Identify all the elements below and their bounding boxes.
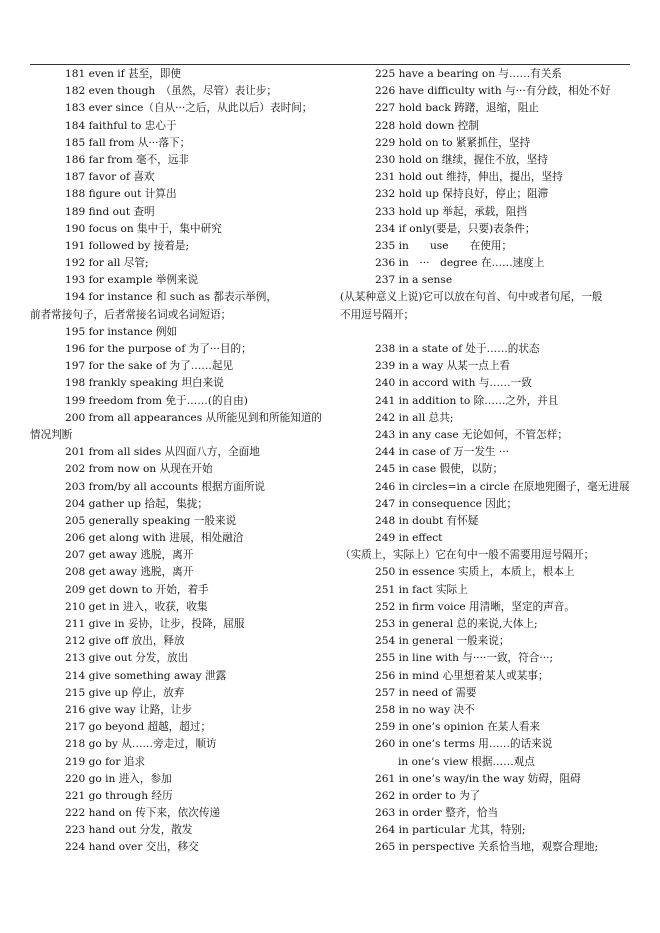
entry-line: 205 generally speaking 一般来说 (65, 514, 237, 527)
entry-line: 251 in fact 实际上 (375, 583, 468, 596)
entry-line: 233 hold up 举起，承载，阻挡 (375, 205, 528, 218)
entry-line: 231 hold out 维持，伸出，提出，坚持 (375, 171, 563, 184)
entry-line: 229 hold on to 紧紧抓住，坚持 (375, 136, 531, 149)
entry-line: 不用逗号隔开； (340, 308, 415, 321)
entry-line: 239 in a way 从某一点上看 (375, 360, 511, 373)
entry-line: 189 find out 查明 (65, 205, 155, 218)
entry-line: 204 gather up 拾起，集拢； (65, 497, 208, 510)
entry-line: 253 in general 总的来说,大体上; (375, 618, 538, 630)
entry-line: 前者常接句子，后者常接名词或名词短语； (30, 308, 232, 321)
entry-line: 190 focus on 集中于，集中研究 (65, 222, 222, 235)
entry-line: 182 even though （虽然，尽管）表让步； (65, 85, 278, 98)
entry-line: 255 in line with 与····一致，符合···; (375, 652, 554, 665)
entry-line: 201 from all sides 从四面八方，全面地 (65, 446, 260, 459)
left-column (30, 66, 330, 857)
entry-line: 260 in one’s terms 用……的话来说 (375, 738, 553, 751)
entry-line: 199 freedom from 免于……(的自由) (65, 394, 248, 407)
entry-line: 261 in one’s way/in the way 妨碍，阻碍 (375, 772, 581, 785)
entry-line: 263 in order 整齐，恰当 (375, 807, 499, 820)
entry-line: 257 in need of 需要 (375, 686, 477, 699)
entry-line: 227 hold back 踌躇，退缩，阻止 (375, 102, 539, 115)
entry-line: 214 give something away 泄露 (65, 669, 227, 682)
entry-line: 254 in general 一般来说； (375, 635, 510, 648)
entry-line: 213 give out 分发，放出 (65, 652, 189, 665)
entry-line: 195 for instance 例如 (65, 325, 178, 338)
entry-line: 245 in case 假使，以防； (375, 463, 504, 476)
entry-line: 235 in use 在使用； (375, 239, 513, 252)
entry-line: 234 if only(要是，只要)表条件； (375, 222, 536, 235)
entry-line: 259 in one’s opinion 在某人看来 (375, 721, 541, 734)
entry-line: 249 in effect (375, 532, 443, 545)
entry-line: 225 have a bearing on 与……有关系 (375, 68, 562, 80)
entry-line: 230 hold on 继续，握住不放，坚持 (375, 153, 548, 166)
entry-line: 244 in case of 万一发生 ··· (375, 446, 509, 459)
entry-line: 221 go through 经历 (65, 789, 173, 802)
entry-line: 215 give up 停止，放弃 (65, 686, 185, 699)
entry-line: 226 have difficulty with 与···有分歧，相处不好 (375, 85, 611, 98)
entry-line: 198 frankly speaking 坦白来说 (65, 377, 224, 390)
entry-line: 219 go for 追求 (65, 755, 146, 768)
entry-line: 264 in particular 尤其，特别; (375, 824, 526, 837)
entry-line: 241 in addition to 除……之外，并且 (375, 394, 559, 407)
entry-line: 216 give way 让路，让步 (65, 703, 193, 716)
entry-line: 184 faithful to 忠心于 (65, 119, 177, 132)
entry-line: 247 in consequence 因此； (375, 497, 518, 510)
entry-line: 252 in firm voice 用清晰，坚定的声音。 (375, 600, 575, 613)
entry-line: 258 in no way 决不 (375, 703, 475, 716)
entry-line: 203 from/by all accounts 根据方面所说 (65, 480, 265, 493)
entry-line: 222 hand on 传下来，依次传递 (65, 807, 221, 820)
entry-line: 193 for example 举例来说 (65, 274, 199, 287)
entry-line: 250 in essence 实质上，本质上，根本上 (375, 566, 575, 579)
entry-line: (从某种意义上说)它可以放在句首、句中或者句尾，一般 (340, 291, 603, 304)
entry-line: 194 for instance 和 such as 都表示举例， (65, 291, 277, 304)
entry-line: 185 fall from 从···落下； (65, 136, 191, 149)
entry-line: 209 get down to 开始，着手 (65, 583, 209, 596)
entry-line: 237 in a sense (375, 274, 453, 287)
entry-line: in one’s view 根据……观点 (398, 755, 535, 768)
entry-line: 236 in ··· degree 在……速度上 (375, 257, 545, 270)
entry-line: 228 hold down 控制 (375, 119, 479, 132)
entry-line: 212 give off 放出，释放 (65, 635, 185, 648)
entry-line: 196 for the purpose of 为了···目的； (65, 343, 252, 355)
entry-line: 210 get in 进入，收获，收集 (65, 600, 208, 613)
entry-line: 197 for the sake of 为了……起见 (65, 360, 234, 373)
entry-line: 220 go in 进入，参加 (65, 772, 172, 785)
entry-line: 265 in perspective 关系恰当地，观察合理地; (375, 841, 599, 854)
entry-line: 217 go beyond 超越，超过； (65, 721, 212, 734)
entry-line: 256 in mind 心里想着某人或某事； (375, 669, 549, 682)
entry-line: 186 far from 毫不，远非 (65, 153, 190, 166)
entry-line: 223 hand out 分发，散发 (65, 824, 193, 837)
entry-line: 262 in order to 为了 (375, 789, 481, 802)
entry-line (340, 324, 632, 341)
entry-line: 192 for all 尽管; (65, 257, 149, 270)
entry-line: 200 from all appearances 从所能见到和所能知道的 (65, 411, 323, 424)
entry-line: 224 hand over 交出，移交 (65, 841, 199, 854)
entry-line: 202 from now on 从现在开始 (65, 463, 213, 476)
right-column (340, 66, 632, 857)
entry-line: 191 followed by 接着是; (65, 239, 190, 252)
entry-line: 248 in doubt 有怀疑 (375, 514, 479, 527)
entry-line: 211 give in 妥协，让步，投降，屈服 (65, 618, 245, 630)
entry-line: （实质上，实际上）它在句中一般不需要用逗号隔开； (340, 549, 595, 562)
entry-line: 232 hold up 保持良好，停止；阻滞 (375, 188, 549, 201)
entry-line: 188 figure out 计算出 (65, 188, 177, 201)
entry-line: 243 in any case 无论如何，不管怎样； (375, 428, 568, 441)
entry-line: 242 in all 总共; (375, 411, 454, 424)
entry-line: 238 in a state of 处于……的状态 (375, 343, 540, 355)
entry-line: 218 go by 从……旁走过，顺访 (65, 738, 217, 751)
entry-line: 情况判断 (30, 428, 73, 441)
entry-line: 208 get away 逃脱，离开 (65, 566, 194, 579)
entry-line: 187 favor of 喜欢 (65, 171, 155, 184)
entry-line: 206 get along with 进展，相处融洽 (65, 532, 244, 545)
entry-line: 246 in circles=in a circle 在原地兜圈子，毫无进展 (375, 480, 630, 493)
entry-line: 240 in accord with 与……一致 (375, 377, 532, 390)
entry-line: 181 even if 甚至，即使 (65, 68, 181, 80)
entry-line: 207 get away 逃脱，离开 (65, 549, 194, 562)
entry-line: 183 ever since（自从···之后，从此以后）表时间； (65, 102, 313, 115)
header-rule (30, 64, 630, 65)
